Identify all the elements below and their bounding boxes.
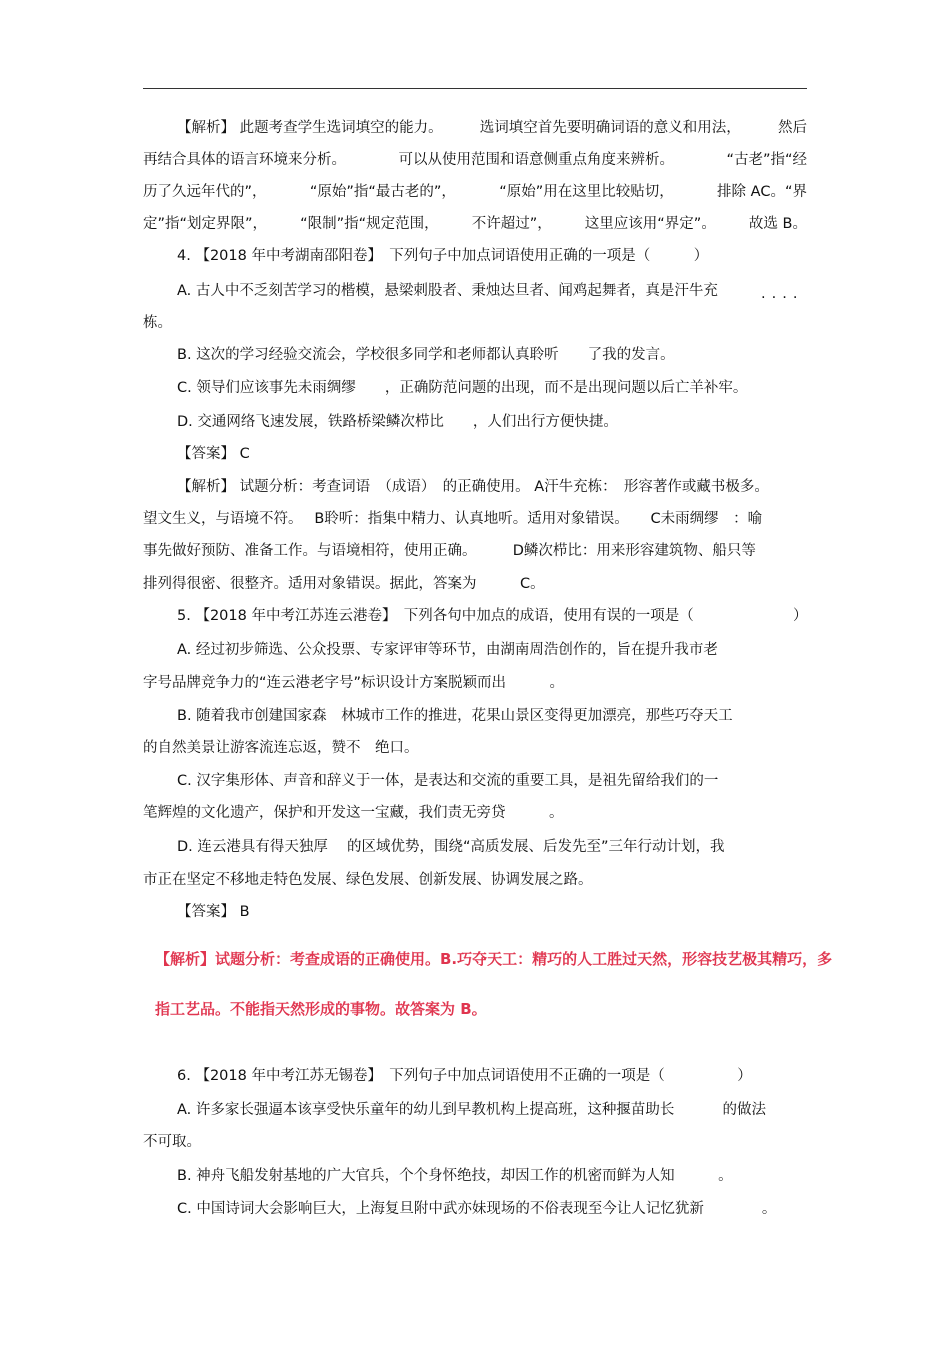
q4-option-a-cont: 栋。 bbox=[143, 315, 172, 331]
q5-option-c: C. 汉字集形体、声音和辞义于一体，是表达和交流的重要工具，是祖先留给我们的一 bbox=[177, 773, 719, 789]
q4-option-b: B. 这次的学习经验交流会，学校很多同学和老师都认真聆听 了我的发言。 bbox=[177, 347, 675, 363]
text: 可以从使用范围和语意侧重点角度来辨析。 bbox=[398, 152, 674, 168]
q5-answer: 【答案】 B bbox=[177, 904, 250, 920]
question-5-stem: 5. 【2018 年中考江苏连云港卷】 下列各句中加点的成语，使用有误的一项是（ bbox=[177, 608, 694, 624]
question-5-stem-end: ） bbox=[793, 608, 808, 624]
question-6-stem: 6. 【2018 年中考江苏无锡卷】 下列句子中加点词语使用不正确的一项是（ ） bbox=[177, 1068, 752, 1084]
q4-answer: 【答案】 C bbox=[177, 446, 250, 462]
q4-option-d: D. 交通网络飞速发展，铁路桥梁鳞次栉比 ，人们出行方便快捷。 bbox=[177, 414, 618, 430]
q6-option-b: B. 神舟飞船发射基地的广大官兵，个个身怀绝技，却因工作的机密而鲜为人知 。 bbox=[177, 1168, 733, 1184]
q6-option-a-cont: 不可取。 bbox=[143, 1134, 201, 1150]
red-analysis-line: 指工艺品。不能指天然形成的事物。故答案为 B。 bbox=[155, 1000, 487, 1018]
header-rule bbox=[143, 88, 807, 89]
q5-option-b: B. 随着我市创建国家森 林城市工作的推进，花果山景区变得更加漂亮，那些巧夺天工 bbox=[177, 708, 733, 724]
text: 【解析】 此题考查学生选词填空的能力。 bbox=[177, 120, 443, 136]
text: “原始”用在这里比较贴切， bbox=[499, 184, 674, 200]
q4-analysis-line: 望文生义，与语境不符。 B聆听：指集中精力、认真地听。适用对象错误。 C未雨绸缪 ：喻 bbox=[143, 511, 763, 527]
q5-option-a: A. 经过初步筛选、公众投票、专家评审等环节，由湖南周浩创作的，旨在提升我市老 bbox=[177, 642, 718, 658]
q4-option-a: A. 古人中不乏刻苦学习的楷模，悬梁刺股者、秉烛达旦者、闻鸡起舞者，真是汗牛充 bbox=[177, 283, 718, 299]
analysis-line bbox=[143, 150, 807, 172]
q5-option-c-cont: 笔辉煌的文化遗产，保护和开发这一宝藏，我们责无旁贷 。 bbox=[143, 805, 564, 821]
red-analysis-line: 【解析】试题分析：考查成语的正确使用。B.巧夺天工：精巧的人工胜过天然，形容技艺极其精巧，多 bbox=[155, 950, 833, 968]
text: 排除 AC。“界 bbox=[717, 184, 807, 200]
text: “古老”指“经 bbox=[726, 152, 807, 168]
text: “原始”指“最古老的”， bbox=[309, 184, 456, 200]
analysis-line bbox=[143, 214, 807, 236]
q6-option-c: C. 中国诗词大会影响巨大，上海复旦附中武亦妹现场的不俗表现至今让人记忆犹新 。 bbox=[177, 1201, 777, 1217]
q5-option-a-cont: 字号品牌竞争力的“连云港老字号”标识设计方案脱颖而出 。 bbox=[143, 675, 565, 691]
text: “限制”指“规定范围， bbox=[300, 216, 439, 232]
analysis-line bbox=[177, 118, 807, 140]
emphasis-dots: .... bbox=[761, 286, 804, 302]
text: 再结合具体的语言环境来分析。 bbox=[143, 152, 346, 168]
q5-option-b-cont: 的自然美景让游客流连忘返，赞不 绝口。 bbox=[143, 740, 419, 756]
q4-analysis-line: 【解析】 试题分析：考查词语 （成语） 的正确使用。 A汗牛充栋： 形容著作或藏书极多。 bbox=[177, 479, 769, 495]
text: 定”指“划定界限”， bbox=[143, 216, 268, 232]
question-4-stem: 4. 【2018 年中考湖南邵阳卷】 下列句子中加点词语使用正确的一项是（ ） bbox=[177, 248, 709, 264]
q4-analysis-line: 事先做好预防、准备工作。与语境相符，使用正确。 D鳞次栉比：用来形容建筑物、船只等 bbox=[143, 543, 756, 559]
text: 故选 B。 bbox=[748, 216, 807, 232]
text: 然后 bbox=[777, 120, 807, 136]
text: 不许超过”， bbox=[471, 216, 552, 232]
text: 历了久远年代的”， bbox=[143, 184, 267, 200]
q5-option-d: D. 连云港具有得天独厚 的区域优势，围绕“高质发展、后发先至”三年行动计划，我 bbox=[177, 839, 725, 855]
q4-option-c: C. 领导们应该事先未雨绸缪 ，正确防范问题的出现，而不是出现问题以后亡羊补牢。 bbox=[177, 380, 748, 396]
q4-analysis-line: 排列得很密、很整齐。适用对象错误。据此，答案为 C。 bbox=[143, 576, 545, 592]
analysis-line bbox=[143, 182, 807, 204]
q6-option-a: A. 许多家长强逼本该享受快乐童年的幼儿到早教机构上提高班，这种揠苗助长 的做法 bbox=[177, 1102, 766, 1118]
text: 选词填空首先要明确词语的意义和用法， bbox=[479, 120, 741, 136]
q5-option-d-cont: 市正在坚定不移地走特色发展、绿色发展、创新发展、协调发展之路。 bbox=[143, 872, 593, 888]
text: 这里应该用“界定”。 bbox=[584, 216, 716, 232]
